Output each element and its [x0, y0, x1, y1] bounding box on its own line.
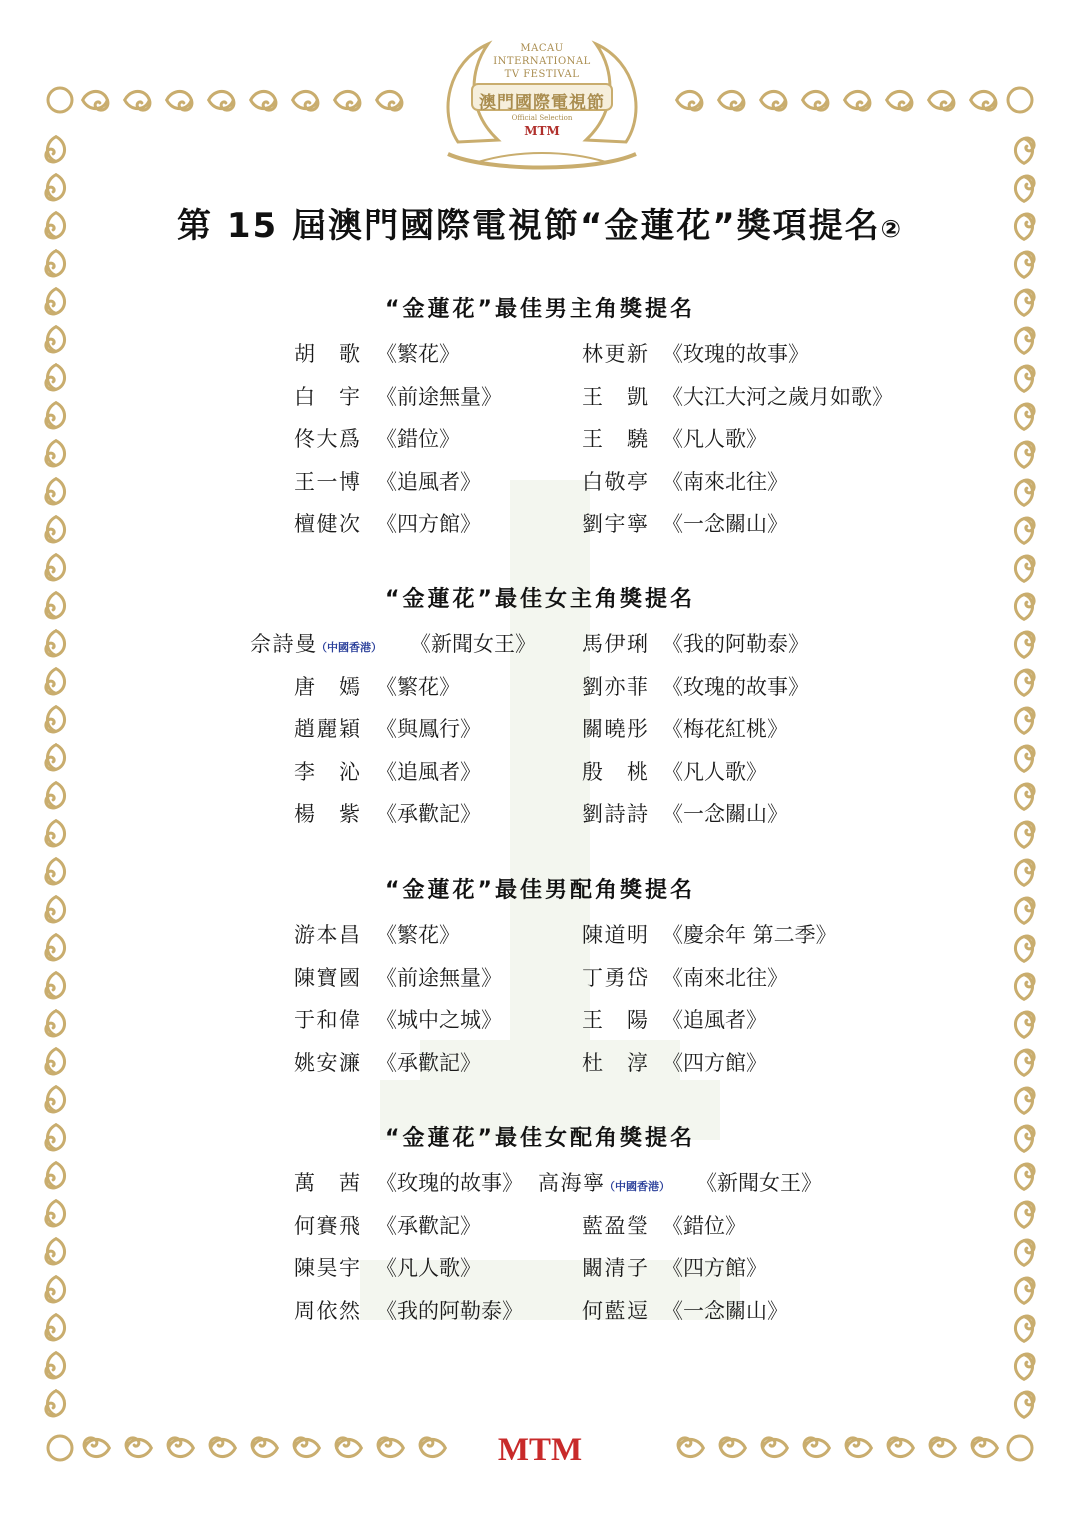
nominee-right [582, 466, 648, 496]
nominee-name: 周依然 [294, 1298, 360, 1323]
border-scroll-ornament [46, 1353, 65, 1378]
section-title: “金蓮花”最佳女配角獎提名 [385, 1126, 695, 1151]
nominee-left [294, 756, 360, 786]
nominee-left [294, 798, 360, 828]
corner-flourish [48, 88, 72, 112]
nominee-left [294, 919, 360, 949]
nominated-work: 《錯位》 [376, 427, 460, 451]
nominated-work: 《四方館》 [662, 1256, 767, 1280]
nominee-row [0, 756, 1080, 786]
nominee-name: 檀健次 [294, 512, 360, 536]
nominated-work: 《繁花》 [376, 674, 460, 699]
nominee-name: 唐 嫣 [294, 674, 360, 699]
logo-official-selection: Official Selection [511, 114, 573, 122]
nominee-name: 萬 茜 [294, 1171, 360, 1195]
nominee-name: 劉亦菲 [582, 674, 648, 699]
nominee-right [582, 798, 648, 828]
footer-mtm-logo: MTM [497, 1432, 583, 1468]
border-scroll-ornament [46, 175, 65, 200]
nominee-left [250, 628, 382, 658]
border-scroll-ornament [293, 91, 318, 110]
nominee-left [294, 713, 360, 743]
nominee-row [0, 423, 1080, 453]
border-scroll-ornament [46, 555, 65, 580]
border-scroll-ornament [677, 91, 702, 110]
section-title: “金蓮花”最佳男配角獎提名 [385, 878, 695, 903]
border-scroll-ornament [845, 91, 870, 110]
nominee-right [582, 381, 648, 411]
border-scroll-ornament [46, 137, 65, 162]
nominee-row [0, 628, 1080, 658]
nominee-row [0, 466, 1080, 496]
nominated-work: 《凡人歌》 [662, 427, 767, 451]
section-title: “金蓮花”最佳男主角獎提名 [385, 297, 695, 322]
festival-logo [428, 22, 656, 172]
border-scroll-ornament [929, 91, 954, 110]
nominee-name: 白敬亭 [582, 469, 648, 494]
nominee-row [0, 962, 1080, 992]
nominated-work: 《新聞女王》 [410, 632, 536, 656]
nominee-name: 劉詩詩 [582, 802, 648, 826]
nominee-row [0, 1252, 1080, 1282]
nominee-row [0, 1167, 1080, 1197]
nominee-right [582, 713, 648, 743]
nominee-right [538, 1167, 670, 1197]
nominated-work: 《錯位》 [662, 1213, 746, 1238]
nominee-name: 于和偉 [294, 1008, 360, 1032]
nominee-name: 闞清子 [582, 1256, 648, 1280]
nominated-work: 《南來北往》 [662, 469, 788, 494]
nominee-name: 杜 淳 [582, 1050, 648, 1075]
nominated-work: 《繁花》 [376, 342, 460, 366]
logo-line-international: INTERNATIONAL [493, 56, 591, 67]
logo-line-festival: TV FESTIVAL [504, 69, 580, 80]
border-scroll-ornament [1015, 252, 1034, 277]
nominee-left [294, 1047, 360, 1077]
nominee-left [294, 962, 360, 992]
nominated-work: 《一念關山》 [662, 512, 788, 536]
nominated-work: 《四方館》 [376, 512, 481, 536]
nominee-row [0, 919, 1080, 949]
nominee-row [0, 1047, 1080, 1077]
border-scroll-ornament [761, 91, 786, 110]
nominee-right [582, 423, 648, 453]
nominated-work: 《凡人歌》 [662, 759, 767, 784]
nominated-work: 《玫瑰的故事》 [376, 1171, 523, 1195]
nominated-work: 《承歡記》 [376, 1050, 481, 1075]
nominee-right [582, 628, 648, 658]
nominee-right [582, 508, 648, 538]
nominee-name: 楊 紫 [294, 802, 360, 826]
nominee-right [582, 1295, 648, 1325]
nominee-row [0, 1004, 1080, 1034]
nominee-name: 陳道明 [582, 923, 648, 947]
nominee-name: 高海寧 [538, 1171, 604, 1195]
nominee-name: 陳昊宇 [294, 1256, 360, 1280]
nominee-name: 馬伊琍 [582, 632, 648, 656]
border-scroll-ornament [209, 91, 234, 110]
nominee-right [582, 338, 648, 368]
border-scroll-ornament [719, 91, 744, 110]
nominated-work: 《與鳳行》 [376, 717, 481, 741]
nominated-work: 《玫瑰的故事》 [662, 674, 809, 699]
nominee-name: 王 凱 [582, 384, 648, 409]
corner-flourish [1008, 88, 1032, 112]
nominee-left [294, 671, 360, 701]
border-scroll-ornament [971, 91, 996, 110]
nominated-work: 《梅花紅桃》 [662, 717, 788, 741]
nominee-left [294, 381, 360, 411]
logo-chinese-name: 澳門國際電視節 [479, 93, 605, 113]
border-scroll-ornament [167, 91, 192, 110]
nominated-work: 《四方館》 [662, 1050, 767, 1075]
nominated-work: 《追風者》 [662, 1008, 767, 1032]
section-title: “金蓮花”最佳女主角獎提名 [385, 587, 695, 612]
nominated-work: 《前途無量》 [376, 965, 502, 990]
nominee-left [294, 423, 360, 453]
nominee-name: 藍盈瑩 [582, 1213, 648, 1238]
region-tag: （中國香港） [316, 641, 382, 654]
nominee-name: 姚安濂 [294, 1050, 360, 1075]
nominee-left [294, 1295, 360, 1325]
nominated-work: 《城中之城》 [376, 1008, 502, 1032]
nominee-name: 王 陽 [582, 1008, 648, 1032]
nominee-right [582, 756, 648, 786]
logo-mtm: MTM [524, 124, 560, 138]
nominee-row [0, 798, 1080, 828]
nominated-work: 《承歡記》 [376, 1213, 481, 1238]
nominee-left [294, 1004, 360, 1034]
nominee-name: 何藍逗 [582, 1298, 648, 1323]
nominee-row [0, 338, 1080, 368]
nominee-row [0, 713, 1080, 743]
border-scroll-ornament [1015, 138, 1034, 163]
nominee-name: 趙麗穎 [294, 717, 360, 741]
nominee-name: 陳寶國 [294, 965, 360, 990]
border-scroll-ornament [83, 91, 108, 110]
border-scroll-ornament [46, 1391, 65, 1416]
nominee-name: 林更新 [582, 342, 648, 366]
border-scroll-ornament [887, 91, 912, 110]
nominee-right [582, 962, 648, 992]
nominated-work: 《一念關山》 [662, 802, 788, 826]
nominated-work: 《追風者》 [376, 469, 481, 494]
border-scroll-ornament [46, 1087, 65, 1112]
border-scroll-ornament [1015, 1392, 1034, 1417]
nominee-right [582, 1004, 648, 1034]
nominee-row [0, 671, 1080, 701]
nominee-left [294, 466, 360, 496]
nominee-right [582, 671, 648, 701]
nominee-row [0, 1210, 1080, 1240]
nominee-left [294, 508, 360, 538]
region-tag: （中國香港） [604, 1180, 670, 1193]
nominated-work: 《新聞女王》 [696, 1171, 822, 1195]
border-scroll-ornament [1015, 1354, 1034, 1379]
nominee-name: 劉宇寧 [582, 512, 648, 536]
page-title-text: 第 15 屆澳門國際電視節“金蓮花”獎項提名 [176, 206, 881, 246]
nominee-name: 佘詩曼 [250, 632, 316, 656]
border-scroll-ornament [377, 91, 402, 110]
nominee-left [294, 1210, 360, 1240]
nominee-name: 佟大爲 [294, 427, 360, 451]
page-number-mark: ② [880, 215, 903, 243]
nominated-work: 《追風者》 [376, 759, 481, 784]
nominee-row [0, 1295, 1080, 1325]
border-scroll-ornament [1015, 556, 1034, 581]
nominee-right [582, 1210, 648, 1240]
border-scroll-ornament [1015, 1088, 1034, 1113]
nominated-work: 《凡人歌》 [376, 1256, 481, 1280]
nominee-left [294, 1252, 360, 1282]
border-scroll-ornament [125, 91, 150, 110]
nominee-name: 李 沁 [294, 759, 360, 784]
nominee-left [294, 338, 360, 368]
nominee-name: 王 驍 [582, 427, 648, 451]
nominated-work: 《一念關山》 [662, 1298, 788, 1323]
nominated-work: 《慶余年 第二季》 [662, 923, 837, 947]
nominated-work: 《我的阿勒泰》 [376, 1298, 523, 1323]
nominee-row [0, 508, 1080, 538]
logo-line-macau: MACAU [520, 43, 564, 54]
page-title [0, 198, 1080, 247]
nominee-name: 殷 桃 [582, 759, 648, 784]
nominated-work: 《繁花》 [376, 923, 460, 947]
nominee-name: 白 宇 [294, 384, 360, 409]
nominee-right [582, 1252, 648, 1282]
nominee-name: 游本昌 [294, 923, 360, 947]
nominated-work: 《前途無量》 [376, 384, 502, 409]
nominee-right [582, 1047, 648, 1077]
nominee-name: 王一博 [294, 469, 360, 494]
nominee-name: 何賽飛 [294, 1213, 360, 1238]
border-scroll-ornament [335, 91, 360, 110]
nominated-work: 《玫瑰的故事》 [662, 342, 809, 366]
nominee-name: 關曉彤 [582, 717, 648, 741]
nominee-right [582, 919, 648, 949]
nominee-left [294, 1167, 360, 1197]
nominated-work: 《承歡記》 [376, 802, 481, 826]
border-scroll-ornament [803, 91, 828, 110]
nominee-name: 丁勇岱 [582, 965, 648, 990]
nominated-work: 《我的阿勒泰》 [662, 632, 809, 656]
nominated-work: 《南來北往》 [662, 965, 788, 990]
nominated-work: 《大江大河之歲月如歌》 [662, 384, 893, 409]
border-scroll-ornament [251, 91, 276, 110]
nominee-name: 胡 歌 [294, 342, 360, 366]
nominee-row [0, 381, 1080, 411]
border-scroll-ornament [46, 251, 65, 276]
